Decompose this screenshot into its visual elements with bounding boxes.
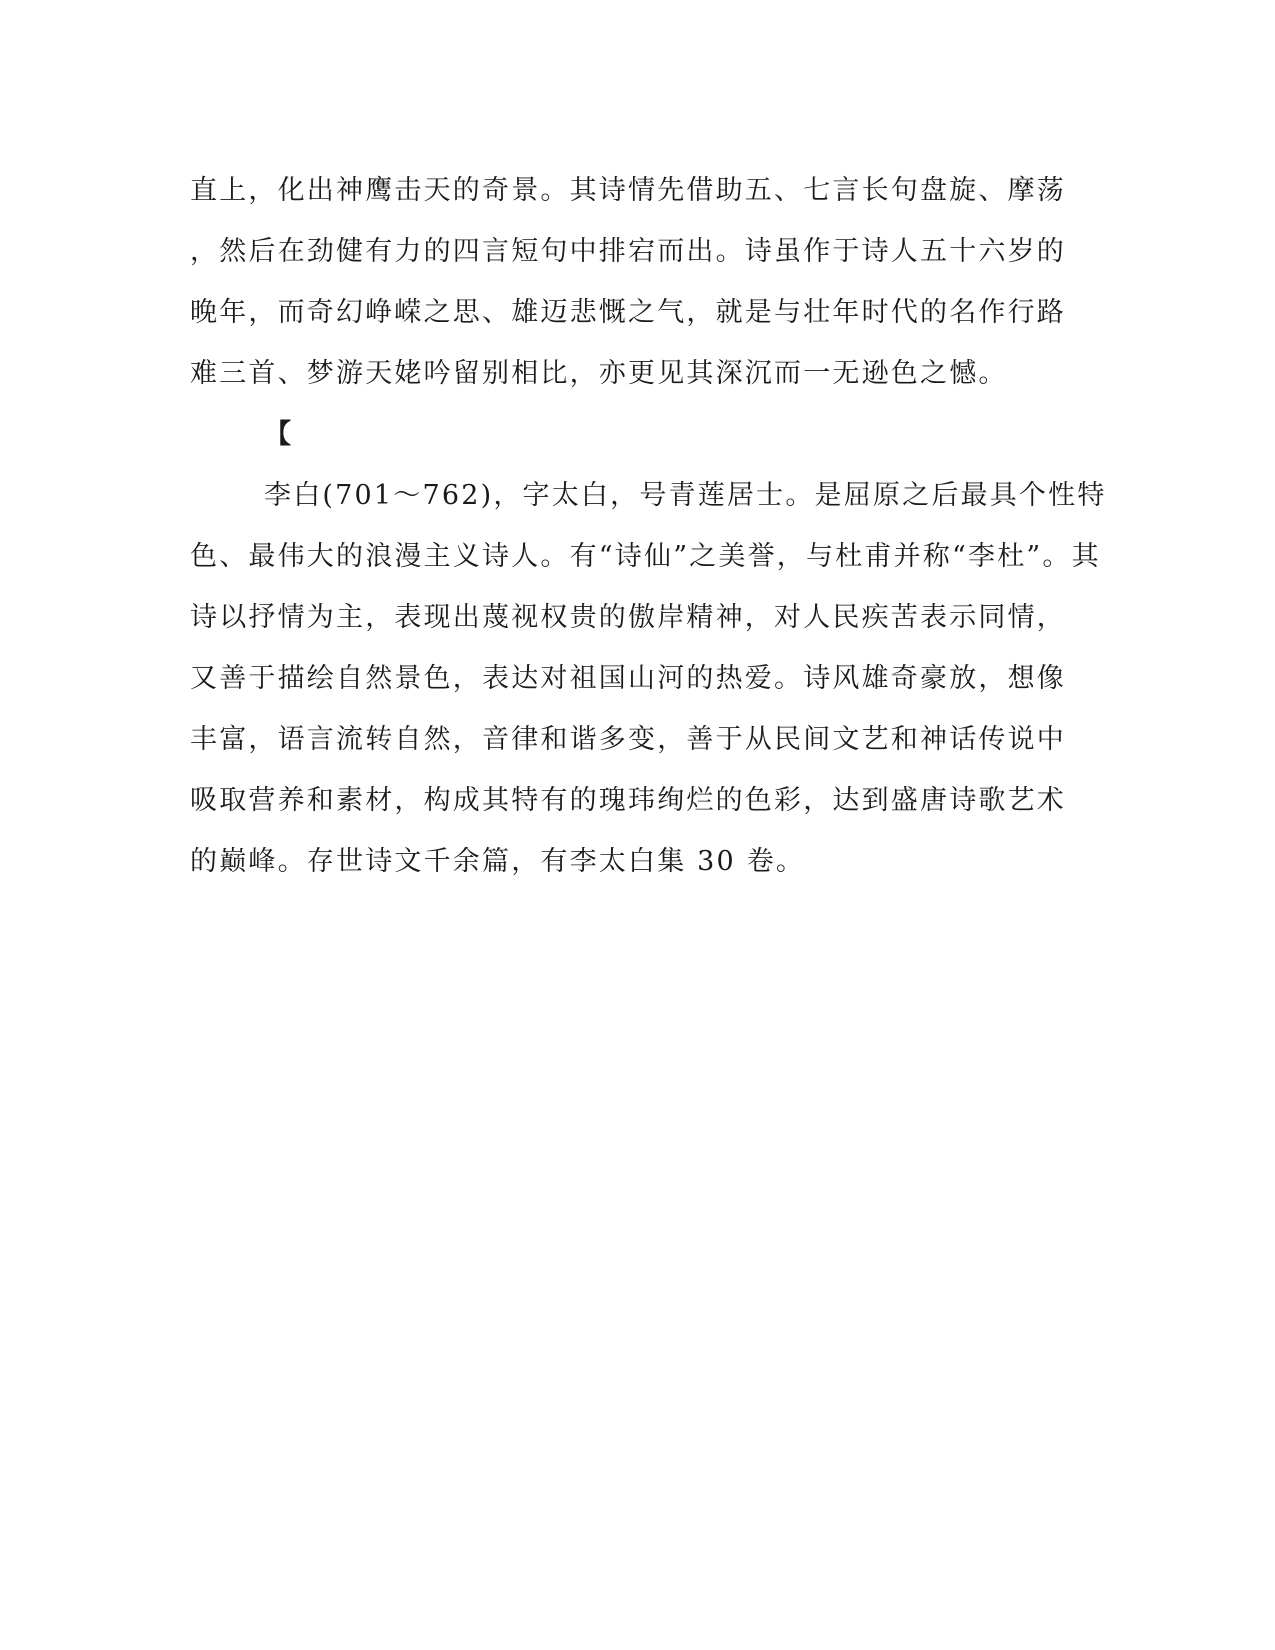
text-line: 色、最伟大的浪漫主义诗人。有“诗仙”之美誉，与杜甫并称“李杜”。其 [190, 541, 1101, 572]
text-line: ，然后在劲健有力的四言短句中排宕而出。诗虽作于诗人五十六岁的 [190, 236, 1066, 267]
text-line: 李白(701～762)，字太白，号青莲居士。是屈原之后最具个性特 [264, 480, 1107, 511]
text-line: 直上，化出神鹰击天的奇景。其诗情先借助五、七言长句盘旋、摩荡 [190, 175, 1066, 206]
text-line: 难三首、梦游天姥吟留别相比，亦更见其深沉而一无逊色之憾。 [190, 358, 1008, 389]
section-bracket: 【 [264, 419, 294, 450]
text-line: 又善于描绘自然景色，表达对祖国山河的热爱。诗风雄奇豪放，想像 [190, 663, 1066, 694]
text-line: 晚年，而奇幻峥嵘之思、雄迈悲慨之气，就是与壮年时代的名作行路 [190, 297, 1066, 328]
paragraph-biography [190, 465, 1107, 892]
text-line: 的巅峰。存世诗文千余篇，有李太白集 30 卷。 [190, 846, 806, 877]
text-line: 诗以抒情为主，表现出蔑视权贵的傲岸精神，对人民疾苦表示同情， [190, 602, 1066, 633]
paragraph-commentary [190, 160, 1090, 404]
document-body [190, 160, 1107, 892]
text-line: 丰富，语言流转自然，音律和谐多变，善于从民间文艺和神话传说中 [190, 724, 1066, 755]
text-line: 吸取营养和素材，构成其特有的瑰玮绚烂的色彩，达到盛唐诗歌艺术 [190, 785, 1066, 816]
